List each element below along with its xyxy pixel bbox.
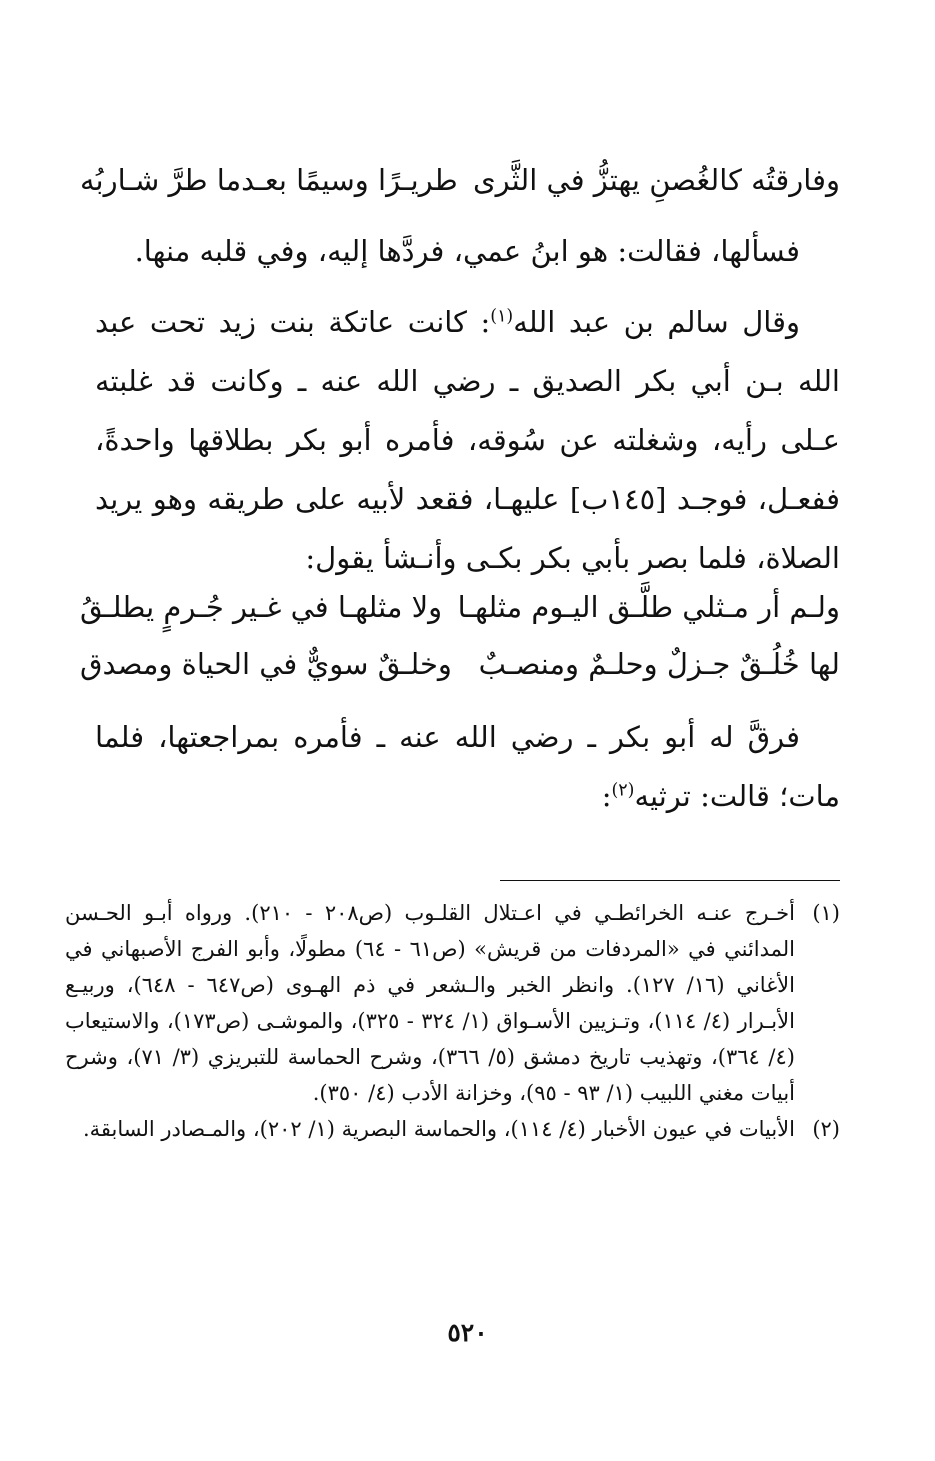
paragraph-2 bbox=[95, 293, 840, 588]
footnote-2-text: الأبيات في عيون الأخبار (٤/ ١١٤)، والحماسة البصرية (١/ ٢٠٢)، والمـصادر السابقة. bbox=[82, 1117, 795, 1141]
verse-line-2 bbox=[80, 582, 840, 632]
verse-2-first-hemistich: ولـم أر مـثلي طلَّـق اليـوم مثلهـا bbox=[457, 590, 840, 624]
page-number: ٥٢٠ bbox=[447, 1318, 488, 1347]
verse-3-second-hemistich: وخلـقٌ سويٌّ في الحياة ومصدق bbox=[80, 647, 452, 681]
footnote-1-number: (١) bbox=[812, 901, 840, 925]
footnote-1 bbox=[65, 895, 840, 1111]
verse-2-second-hemistich: ولا مثلهـا في غـير جُـرمٍ يطلـقُ bbox=[80, 590, 443, 624]
footnote-2 bbox=[65, 1111, 840, 1147]
paragraph-2-start: وقال سالم بن عبد الله bbox=[513, 305, 800, 339]
paragraph-3-end: : bbox=[601, 779, 612, 813]
footnote-1-text: أخـرج عنـه الخرائطـي في اعـتلال القلـوب (ص٢٠٨ - ٢١٠). ورواه أبـو الحـسن المدائني في «المردفات من قريش» (ص٦١ - ٦٤) مطولًا، وأبو الفرج الأصبهاني في الأغاني (١٦/ ١٢٧). وانظر الخبر والـشعر في ذم الهـوى (ص٦٤٧ - ٦٤٨)، وربيـع الأبـرار (٤/ ١١٤)، وتـزيين الأسـواق (١/ ٣٢٤ - ٣٢٥)، والموشـى (ص١٧٣)، والاستيعاب (٤/ ٣٦٤)، وتهذيب تاريخ دمشق (٥/ ٣٦٦)، وشرح الحماسة للتبريزي (٣/ ٧١)، وشرح أبيات مغني اللبيب (١/ ٩٣ - ٩٥)، وخزانة الأدب (٤/ ٣٥٠). bbox=[65, 901, 796, 1105]
verse-1-second-hemistich: طريـرًا وسيمًا بعـدما طرَّ شـاربُه bbox=[80, 163, 458, 197]
verse-3-first-hemistich: لها خُلُـقٌ جـزلٌ وحلـمٌ ومنصـبٌ bbox=[478, 647, 840, 681]
paragraph-3-start: فرقَّ له أبو بكر ـ رضي الله عنه ـ فأمره بمراجعتها، فلما مات؛ قالت: ترثيه bbox=[95, 720, 840, 813]
verse-line-3 bbox=[80, 639, 840, 689]
footnote-separator bbox=[500, 880, 840, 881]
verse-1-first-hemistich: وفارقتُه كالغُصنِ يهتزُّ في الثَّرى bbox=[472, 163, 840, 197]
verse-line-1 bbox=[80, 155, 840, 205]
footnote-ref-1: (١) bbox=[490, 306, 514, 327]
footnote-2-number: (٢) bbox=[812, 1117, 840, 1141]
paragraph-3 bbox=[95, 708, 840, 826]
paragraph-2-rest: : كانت عاتكة بنت زيد تحت عبد الله بـن أبي بكر الصديق ـ رضي الله عنه ـ وكانت قد غلبته عـلى رأيه، وشغلته عن سُوقه، فأمره أبو بكر بطلاقها واحدةً، ففعـل، فوجـد [١٤٥ب] عليهـا، فقعد لأبيه على طريقه وهو يريد الصلاة، فلما بصر بأبي بكر بكـى وأنـشأ يقول: bbox=[95, 305, 840, 575]
paragraph-1: فسألها، فقالت: هو ابنُ عمي، فردَّها إليه، وفي قلبه منها. bbox=[134, 234, 800, 268]
footnote-ref-2: (٢) bbox=[611, 780, 635, 801]
footnotes bbox=[65, 895, 840, 1147]
